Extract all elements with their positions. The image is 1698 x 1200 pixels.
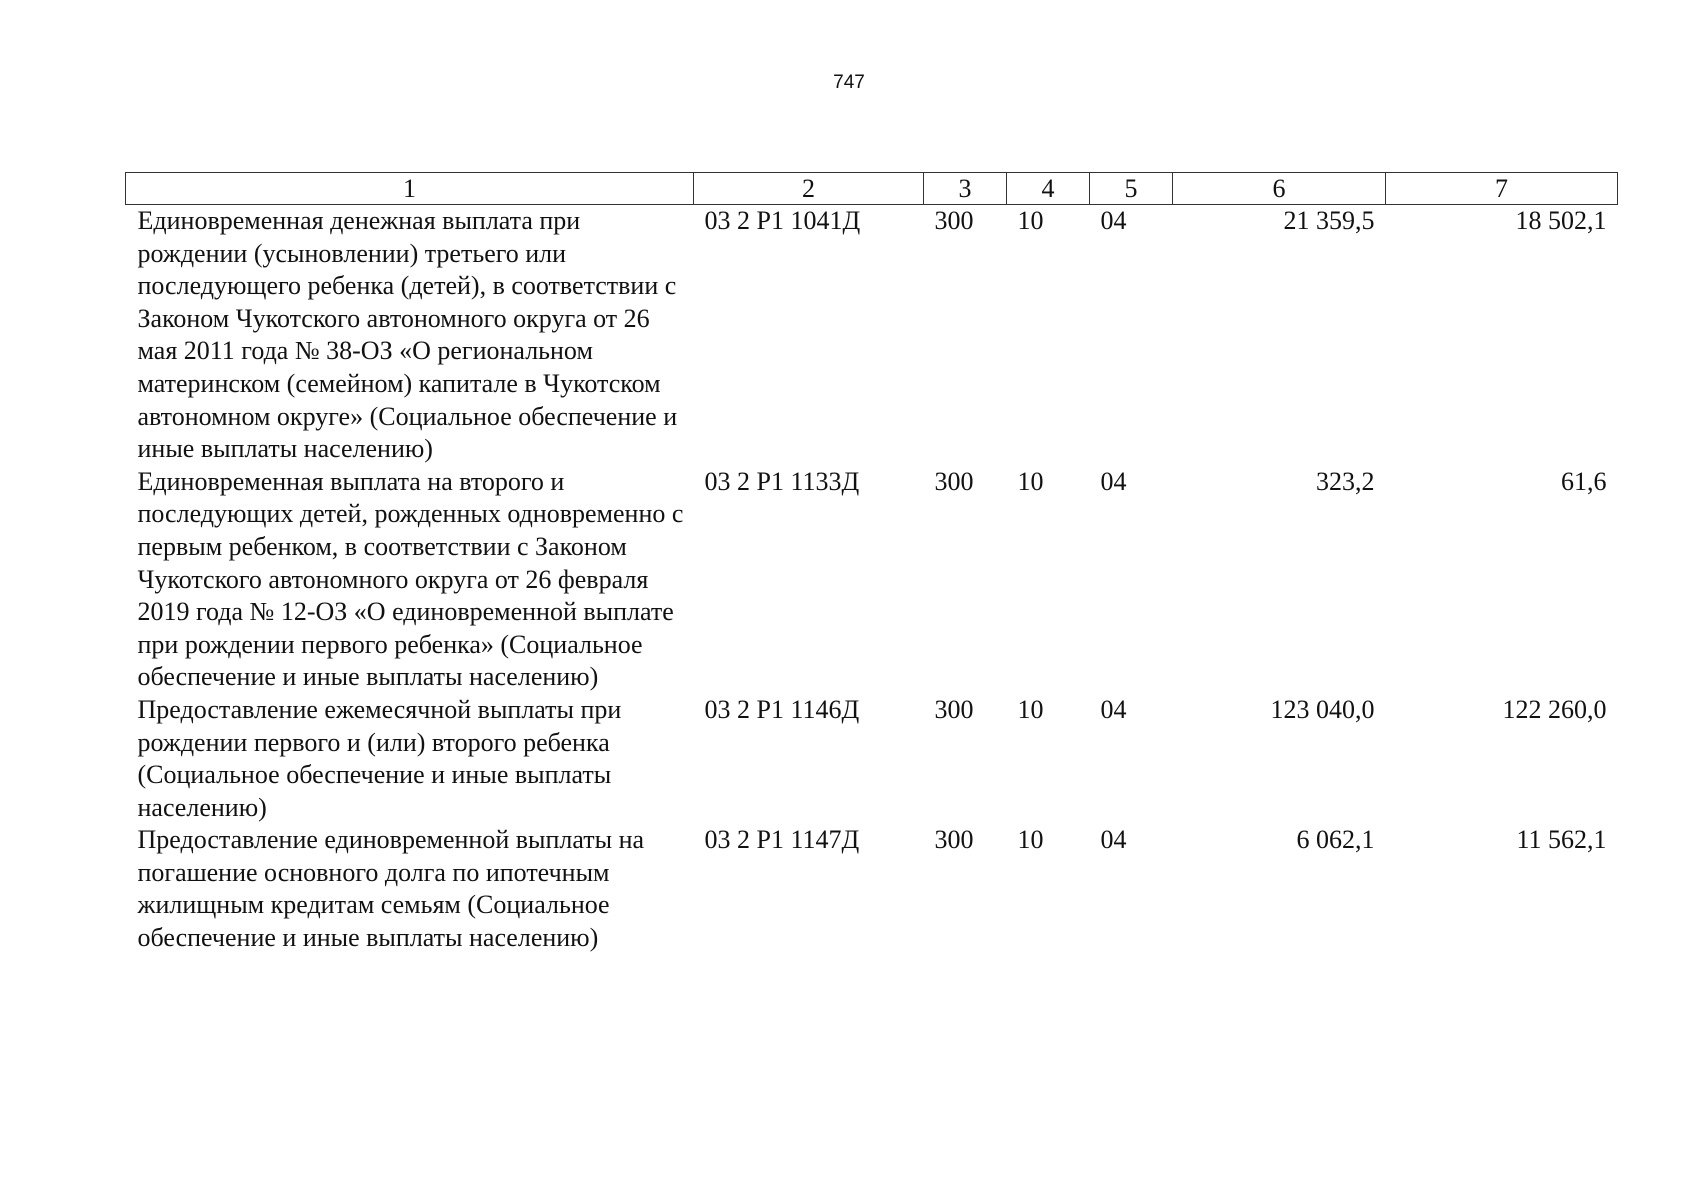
- column-header-3: 3: [924, 173, 1007, 205]
- column-header-4: 4: [1007, 173, 1090, 205]
- table-row: [126, 466, 1618, 694]
- budget-table: [125, 172, 1618, 955]
- row-name-cell: Единовременная выплата на второго и последующих детей, рожденных одновременно с первым ребенком, в соответствии с Законом Чукотского автономного округа от 26 февраля 2019 года № 12-ОЗ «О единовременной выплате при рождении первого ребенка» (Социальное обеспечение и иные выплаты населению): [137, 466, 684, 692]
- row-name-cell: Предоставление единовременной выплаты на погашение основного долга по ипотечным жилищным кредитам семьям (Социальное обеспечение и иные выплаты населению): [137, 825, 645, 953]
- amount-cell-col6: 323,2: [1316, 466, 1375, 496]
- target-code-cell: 03 2 Р1 1146Д: [704, 694, 860, 724]
- section-cell: 10: [1017, 694, 1044, 724]
- column-header-1: 1: [126, 173, 694, 205]
- amount-cell-col6: 123 040,0: [1270, 694, 1375, 724]
- expense-type-cell: 300: [934, 206, 974, 235]
- table-row: [126, 694, 1618, 824]
- page-number: 747: [833, 72, 865, 93]
- section-cell: 10: [1017, 825, 1044, 855]
- column-header-5: 5: [1090, 173, 1173, 205]
- target-code-cell: 03 2 Р1 1147Д: [704, 825, 860, 855]
- amount-cell-col7: 61,6: [1561, 466, 1607, 496]
- column-header-2: 2: [694, 173, 924, 205]
- expense-type-cell: 300: [934, 825, 974, 855]
- header-row: [126, 173, 1618, 205]
- target-code-cell: 03 2 Р1 1041Д: [704, 206, 861, 235]
- amount-cell-col6: 21 359,5: [1283, 206, 1375, 235]
- subsection-cell: 04: [1100, 694, 1127, 724]
- row-name-cell: Единовременная денежная выплата при рождении (усыновлении) третьего или последующего ребенка (детей), в соответствии с Законом Чукотского автономного округа от 26 мая 2011 года № 38-ОЗ «О региональном материнском (семейном) капитале в Чукотском автономном округе» (Социальное обеспечение и иные выплаты населению): [137, 206, 678, 464]
- expense-type-cell: 300: [934, 466, 974, 496]
- table-row: [126, 205, 1618, 466]
- section-cell: 10: [1017, 206, 1044, 235]
- column-header-7: 7: [1386, 173, 1618, 205]
- subsection-cell: 04: [1100, 206, 1127, 235]
- section-cell: 10: [1017, 466, 1044, 496]
- subsection-cell: 04: [1100, 825, 1127, 855]
- amount-cell-col7: 122 260,0: [1502, 694, 1607, 724]
- amount-cell-col6: 6 062,1: [1296, 825, 1375, 855]
- column-header-6: 6: [1173, 173, 1386, 205]
- expense-type-cell: 300: [934, 694, 974, 724]
- table-row: [126, 824, 1618, 954]
- row-name-cell: Предоставление ежемесячной выплаты при рождении первого и (или) второго ребенка (Социальное обеспечение и иные выплаты населению): [137, 694, 622, 822]
- amount-cell-col7: 11 562,1: [1516, 825, 1607, 855]
- amount-cell-col7: 18 502,1: [1515, 206, 1607, 235]
- subsection-cell: 04: [1100, 466, 1127, 496]
- target-code-cell: 03 2 Р1 1133Д: [704, 466, 860, 496]
